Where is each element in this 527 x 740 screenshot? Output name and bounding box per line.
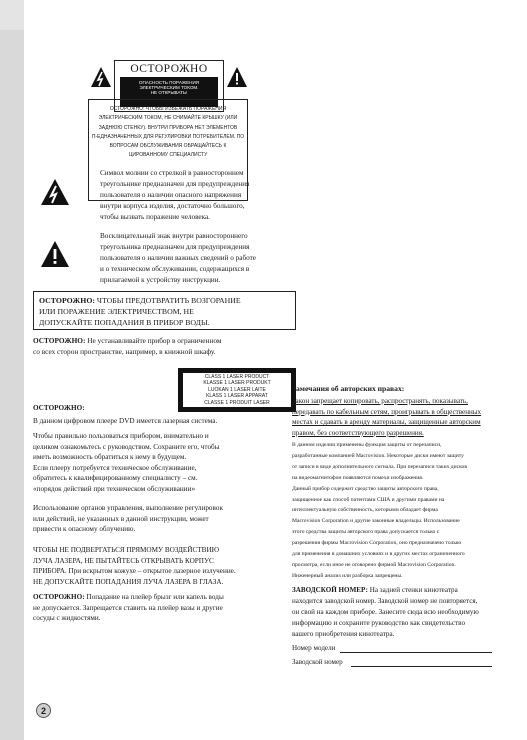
warning-text: ДОПУСКАЙТЕ ПОПАДАНИЯ В ПРИБОР ВОДЫ. [39, 318, 210, 327]
text-line: Восклицательный знак внутри равностороннего [100, 232, 248, 240]
text-line: или действий, не указанных в данной инструкции, может [33, 514, 209, 523]
text-line: для применения в домашних условиях и в других местах ограниченного [292, 551, 465, 558]
text-line: Символ молнии со стрелкой в равностороннем [100, 169, 244, 177]
text-line: местах и сдавать в аренду материалы, защищенные авторским [292, 418, 481, 427]
text-line: пользователя о наличии опасного напряжения [100, 191, 242, 199]
text-line: защищенное как способ патентами США и другими правами на [292, 496, 445, 503]
serial-section [292, 585, 514, 640]
text-line: Попадание на плейер брызг или капель воды [84, 593, 224, 601]
caution-line: ЗАДНЮЮ СТЕНКУ). ВНУТРИ ПРИБОРА НЕТ ЭЛЕМЕНТОВ [98, 124, 238, 131]
symbol-exclamation-text [100, 231, 280, 286]
laser-class-label [178, 368, 296, 412]
laser-intro: В данном цифровом плеере DVD имеется лазерная система. [33, 417, 218, 425]
text-line: внутри корпуса изделия, достаточно большого, [100, 202, 245, 210]
text-line: обратитесь к квалифицированному специалисту – см. [33, 474, 198, 483]
caution-line: ЦИРОВАННОМУ СПЕЦИАЛИСТУ [128, 152, 208, 159]
danger-line: НЕ ОТКРЫВАТЬ! [150, 90, 188, 96]
text-line: разрешения фирмы Macrovision Corporation, оно предназначено только [292, 540, 462, 547]
symbol-exclamation [32, 228, 262, 288]
text-line: ПРИБОРА. При вскрытом кожухе – открытое лазерное излучение. [33, 567, 236, 576]
laser-para-4 [33, 592, 303, 624]
laser-line: CLASS 1 LASER PRODUCT [204, 374, 270, 380]
water-warning-box [33, 291, 296, 330]
text-line: информацию и сохраните руководство как свидетельство [292, 618, 466, 627]
text-line: Использование органов управления, выполнение регулировок [33, 504, 223, 512]
text-line: и о техническом обслуживании, содержащихся в [100, 265, 250, 273]
macrovision-notice [292, 440, 514, 582]
serial-number-line[interactable] [351, 666, 492, 667]
text-line: передавать по кабельным сетям, проигрывать в общественных [292, 407, 482, 416]
text-line: Закон запрещает копировать, распространять, показывать, [292, 397, 468, 405]
text-line: разработанные компанией Macrovision. Некоторые диски имеют защиту [292, 452, 464, 459]
lightning-triangle-icon [90, 66, 112, 88]
laser-para-2 [33, 503, 303, 535]
text-line: чтобы вызвать поражение человека. [100, 213, 210, 221]
laser-line: KLASSE 1 LASER PRODUKT [203, 380, 271, 387]
laser-label-text [183, 373, 291, 407]
text-line: треугольнике предназначен для предупреждения [100, 180, 250, 188]
lightning-triangle-icon [40, 178, 70, 206]
laser-line: LUOKAN 1 LASER LAITE [208, 386, 266, 393]
text-line: целиком ознакомьтесь с руководством. Сохраните его, чтобы [33, 442, 220, 451]
caution-line: ВОПРОСАМ ОБСЛУЖИВАНИЯ ОБРАЩАЙТЕСЬ К [109, 143, 227, 150]
warning-label: ОСТОРОЖНО: [39, 296, 95, 305]
text-line: этого средства защиты авторского права допускается только с [292, 529, 440, 536]
exclamation-triangle-icon [226, 66, 248, 88]
text-line: Если плееру потребуется техническое обслуживание, [33, 463, 197, 472]
text-line: В данном изделии применены функция защиты от перезаписи, [292, 442, 442, 448]
text-line: прилагаемой к устройству инструкции. [100, 276, 221, 284]
laser-heading: ОСТОРОЖНО: [33, 404, 85, 412]
caution-line: ЭЛЕКТРИЧЕСКИМ ТОКОМ, НЕ СНИМАЙТЕ КРЫШКУ (ИЛИ [98, 115, 238, 122]
laser-para-1 [33, 431, 303, 495]
symbol-lightning [32, 168, 262, 228]
text-line: находится заводской номер. Заводской номер не повторяется, [292, 596, 478, 605]
caution-title: ОСТОРОЖНО [130, 63, 208, 75]
danger-line: ОПАСНОСТЬ ПОРАЖЕНИЯ [138, 80, 200, 85]
text-line: он свой на каждом приборе. Занесите сюда всю необходимую [292, 607, 479, 616]
text-line: сосуды с жидкостями. [33, 614, 101, 623]
side-margin [0, 0, 24, 740]
text-line: привести к опасному облучению. [33, 525, 136, 534]
danger-line: ЭЛЕКТРИЧЕСКИМ ТОКОМ. [139, 85, 199, 91]
symbol-lightning-text [100, 168, 280, 223]
text-line: Данный прибор содержит средство защиты авторского права, [292, 485, 439, 492]
laser-para-3 [33, 545, 303, 587]
text-line: Macrovision Corporation и другие законные владельцы. Использование [292, 518, 460, 525]
exclamation-triangle-icon [40, 240, 70, 268]
serial-number-label: Заводской номер [292, 658, 343, 666]
model-number-line[interactable] [340, 652, 492, 653]
text-line: иметь возможность обратиться к нему в будущем. [33, 453, 187, 462]
text-line: от записи в виде дополнительного сигнала. При перезаписи таких дисков [292, 463, 467, 470]
caution-line: ОСТОРОЖНО: ЧТОБЫ ИЗБЕЖАТЬ ПОРАЖЕНИЯ [109, 106, 227, 112]
warning-text: ИЛИ ПОРАЖЕНИЕ ЭЛЕКТРИЧЕСТВОМ, НЕ [39, 307, 194, 316]
model-number-label: Номер модели [292, 644, 336, 652]
text-line: ЛУЧА ЛАЗЕРА, НЕ ПЫТАЙТЕСЬ ОТКРЫВАТЬ КОРПУС [33, 556, 214, 565]
install-text: со всех сторон пространстве, например, в книжной шкафу. [33, 346, 216, 356]
text-line: не допускается. Запрещается ставить на плейер вазы и другие [33, 603, 223, 612]
copyright-heading: Замечания об авторских правах: [292, 384, 405, 393]
install-text: Не устанавливайте прибор в ограниченном [85, 336, 222, 345]
text-line: пользователя о наличии важных сведений о работе [100, 254, 256, 262]
water-label: ОСТОРОЖНО: [33, 593, 85, 601]
text-line: интеллектуальную собственность, которыми обладает фирма [292, 507, 438, 514]
side-margin-top [0, 0, 24, 30]
text-line: Чтобы правильно пользоваться прибором, внимательно и [33, 432, 209, 440]
warning-text: ЧТОБЫ ПРЕДОТВРАТИТЬ ВОЗГОРАНИЕ [94, 296, 241, 305]
text-line: вашего приобретения кинотеатра. [292, 629, 395, 638]
text-line: правом, без соответствующего разрешения. [292, 428, 424, 437]
laser-line: CLASSE 1 PRODUIT LASER [204, 399, 270, 406]
text-line: На задней стенки кинотеатра [367, 586, 458, 594]
install-note [33, 336, 298, 357]
text-line: «порядок действий при техническом обслуживании» [33, 484, 196, 493]
laser-line: KLASS 1 LASER APPARAT [206, 393, 268, 400]
text-line: на видеомагнитофон появляются помехи изображения. [292, 474, 424, 481]
text-line: треугольника предназначен для предупреждения [100, 243, 250, 251]
caution-line: П-ЕДНАЗНАЧЕННЫХ ДЛЯ РЕГУЛИРОВКИ ПОТРЕБИТЕЛЕМ. ПО [91, 133, 245, 140]
install-label: ОСТОРОЖНО: [33, 336, 86, 345]
page-number: 2 [36, 703, 51, 718]
text-line: Инженерный анализ или разборка запрещены. [292, 572, 403, 579]
text-line: ЧТОБЫ НЕ ПОДВЕРГАТЬСЯ ПРЯМОМУ ВОЗДЕЙСТВИЮ [33, 546, 220, 554]
copyright-notice [292, 396, 512, 438]
text-line: НЕ ДОПУСКАЙТЕ ПОПАДАНИЯ ЛУЧА ЛАЗЕРА В ГЛАЗА. [33, 577, 224, 586]
serial-label: ЗАВОДСКОЙ НОМЕР: [292, 586, 368, 594]
text-line: просмотра, если иное не оговорено фирмой Macrovision Corporation. [292, 561, 456, 568]
